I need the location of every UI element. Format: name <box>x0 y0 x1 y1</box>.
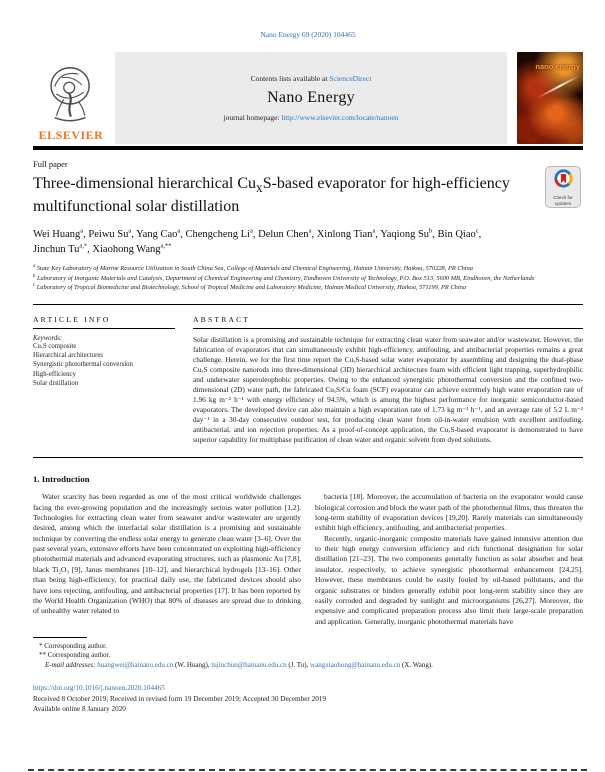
keyword-item: Synergistic photothermal conversion <box>33 361 133 369</box>
article-type-label: Full paper <box>33 159 68 169</box>
footnote-corresponding-2: ** Corresponding author. <box>39 651 111 660</box>
email-link[interactable]: wangxiaohong@hainanu.edu.cn <box>310 661 401 670</box>
homepage-line <box>224 113 399 122</box>
paper-page <box>33 30 583 714</box>
author: Xiaohong Wang$^{a,**}$ <box>92 242 172 256</box>
affiliation-superscript: c <box>33 283 36 289</box>
keyword-item: Solar distillation <box>33 380 79 388</box>
title-subscript: x <box>256 180 263 196</box>
article-title <box>33 174 511 217</box>
affiliation-superscript: a <box>33 264 36 270</box>
footnote-corresponding-1: * Corresponding author. <box>39 641 107 650</box>
contents-line <box>251 74 372 83</box>
affiliation: $^c$ Laboratory of Tropical Biomedicine and Biotechnology, School of Tropical Medicine and Laboratory Medicine, Hainan Medical University, Haikou, 571199, PR China <box>33 283 467 292</box>
author: Xinlong Tian$^a$, <box>316 227 381 241</box>
journal-header-band <box>33 52 583 144</box>
received-line: Received 8 October 2019; Received in revised form 19 December 2019; Accepted 30 December 2019 <box>33 694 326 703</box>
author: Bin Qiao$^c$, <box>437 227 482 241</box>
keyword-item: Hierarchical architectures <box>33 352 103 360</box>
keyword-item: CuₓS composite <box>33 342 77 350</box>
intro-column-right <box>315 492 583 626</box>
email-label: E-mail addresses: <box>45 661 96 670</box>
abstract-heading-rule <box>193 328 583 329</box>
email-owner: (W. Huang), <box>173 661 212 670</box>
footnotes <box>33 642 583 671</box>
abstract-text: Solar distillation is a promising and sustainable technique for extracting clean water from seawater and/or wastewater. However, the fabrication of evaporators that can simultaneously exhibit high-efficiency, antifouling, and antibacterial properties remains a great challenge. Herein, we for the first time report the CuₓS-based solar water evaporator by assembling and designing the dual-phase CuₓS composite nanorods into three-dimensional (3D) hierarchical architecture foam with efficient light trapping, superhydrophilic and underwater superoleophobic properties. Owing to the enhanced synergistic photothermal conversion and the confined two-dimensional (2D) water path, the fabricated CuₓS/Cu foam (SCF) evaporator can achieve extremely high water evaporation rate of 1.96 kg m⁻² h⁻¹ with energy efficiency of 94.5%, which is among the highest performance for inorganic semiconductor-based evaporators. The developed device can also maintain a high evaporation rate of 1.73 kg m⁻² h⁻¹, and an average rate of 5.2 L m⁻² day⁻¹ in a 30-day consecutive outdoor test, for producing clean water from oil-in-water emulsion with excellent antifouling, antibacterial, and ion rejection properties. As a proof-of-concept application, the CuₓS-based evaporator is demonstrated to have superior capability for multiphase purification of clean water and organic solvent from dyed solutions. <box>193 334 583 445</box>
homepage-prefix: journal homepage: <box>223 113 282 122</box>
author-superscript: a <box>177 227 181 235</box>
elsevier-tree-icon <box>42 63 100 130</box>
title-block <box>33 174 583 217</box>
article-info-panel <box>33 305 175 445</box>
author-superscript: c <box>475 227 479 235</box>
keyword-item: High-efficiency <box>33 370 76 378</box>
check-for-updates-badge[interactable] <box>545 166 581 208</box>
header-center-box <box>115 52 507 144</box>
intro-heading: 1. Introduction <box>33 474 90 485</box>
email-link[interactable]: huangwei@hainanu.edu.cn <box>97 661 174 670</box>
page-bottom-edge-line <box>28 769 587 771</box>
intro-body <box>33 492 583 626</box>
doi-link[interactable]: https://doi.org/10.1016/j.nanoen.2020.104465 <box>33 684 165 693</box>
author: Yang Cao$^a$, <box>136 227 186 241</box>
author-superscript: a <box>249 227 253 235</box>
author: Jinchun $Tu^{a,*}$, <box>33 242 93 256</box>
cover-streak-decoration <box>537 75 579 98</box>
header-black-bar <box>33 146 583 150</box>
author-superscript: a,** <box>160 242 172 250</box>
available-online-line: Available online 8 January 2020 <box>33 704 126 713</box>
badge-label-line2: updates <box>554 200 572 206</box>
author: Delun Chen$^a$, <box>258 227 317 241</box>
section-divider-bottom <box>33 457 583 458</box>
author-superscript: a <box>128 227 132 235</box>
journal-homepage-link[interactable]: http://www.elsevier.com/locate/nanoen <box>281 113 399 122</box>
sciencedirect-link[interactable]: ScienceDirect <box>329 74 372 83</box>
author-superscript: b <box>429 227 433 235</box>
check-for-updates-icon <box>553 168 574 194</box>
info-abstract-section <box>33 305 583 445</box>
publication-block <box>33 683 583 714</box>
paragraph: Water scarcity has been regarded as one of the most critical worldwide challenges facing the ever-growing population and the increasingly serious water pollution [1,2]. Technologies for extracting clean water from seawater and/or wastewater are urgently desired, among which the interfacial solar distillation is a promising and sustainable technique by converting the endless solar energy to generate clean water [3–6]. Over the past several years, extensive efforts have been concentrated on exploiting high-efficiency photothermal materials and advanced evaporating structures, such as plasmonic Au [7,8], black Ti₂O₃ [9], Janus membranes [10–12], and hierarchical hydrogels [13–16]. Other than being high-efficiency, for practical daily use, the fabricated devices should also have ions rejecting, antifouling, and antibacterial properties [17]. It has been reported by the World Health Organization (WHO) that 80% of diseases are spread due to drinking of unhealthy water related to <box>33 492 301 616</box>
intro-column-left <box>33 492 301 626</box>
masthead-citation: Nano Energy 69 (2020) 104465 <box>260 30 356 39</box>
footnote-divider <box>33 637 87 638</box>
abstract-heading: ABSTRACT <box>193 314 251 324</box>
article-info-heading-rule <box>33 328 175 329</box>
journal-cover-thumbnail <box>517 52 583 144</box>
authors-line <box>33 228 483 257</box>
paragraph: Recently, organic-inorganic composite materials have gained intensive attention due to their high energy conversion efficiency and rich functional designation for solar distillation [21–23]. The two components generally function as solar absorber and heat insulator, respectively, to achieve synergistic photothermal enhancement [24,25]. However, these membranes could be easily fouled by oil-based pollutants, and the organic substrates or binders generally exhibit poor long-term stability since they are easily corroded and degraded by sunlight and microorganisms [26,27]. Moreover, the expensive and complicated preparation process also limit their large-scale preparation and application. Generally, inorganic photothermal materials have <box>315 533 583 626</box>
keywords-label: Keywords: <box>33 334 63 342</box>
affiliation: $^b$ Laboratory of Inorganic Materials and Catalysis, Department of Chemical Engineering and Chemistry, Eindhoven University of Technology, P.O. Box 513, 5600 MB, Eindhoven, the Netherlands <box>33 273 535 282</box>
email-owner: (J. Tu), <box>286 661 311 670</box>
paragraph: bacteria [18]. Moreover, the accumulation of bacteria on the evaporator would cause biological corrosion and block the water path of the photothermal films, thus threaten the long-term stability of evaporation devices [19,20]. Rarely materials can simultaneously exhibit high efficiency, antifouling, and antibacterial properties. <box>315 492 583 533</box>
elsevier-logo <box>33 52 109 144</box>
author-superscript: a <box>308 227 312 235</box>
author: Chengcheng Li$^a$, <box>185 227 259 241</box>
author: Yaqiong Su$^b$, <box>380 227 438 241</box>
abstract-panel <box>193 305 583 445</box>
contents-prefix: Contents lists available at <box>250 74 330 83</box>
author: Peiwu Su$^a$, <box>88 227 137 241</box>
affiliations <box>33 264 583 293</box>
affiliation-superscript: b <box>33 273 36 279</box>
affiliation: $^a$ State Key Laboratory of Marine Resource Utilization in South China Sea, College of Materials and Chemical Engineering, Hainan University, Haikou, 570228, PR China <box>33 264 473 273</box>
cover-title: nano energy <box>535 62 580 71</box>
publisher-name: ELSEVIER <box>38 128 104 142</box>
author: Wei Huang$^a$, <box>33 227 89 241</box>
author-superscript: a <box>372 227 376 235</box>
title-text-pre: Three-dimensional hierarchical Cu <box>33 175 257 192</box>
email-line <box>33 661 583 671</box>
email-link[interactable]: tujinchun@hainanu.edu.cn <box>211 661 287 670</box>
badge-label-line1: Check for <box>553 195 573 201</box>
article-info-heading: ARTICLE INFO <box>33 314 111 324</box>
journal-title: Nano Energy <box>267 89 355 106</box>
author-superscript: a <box>80 227 84 235</box>
badge-label <box>553 195 573 206</box>
email-owner: (X. Wang). <box>400 661 433 670</box>
title-text-post: S-based evaporator for high-efficiency multifunctional solar distillation <box>33 175 510 215</box>
author-superscript: a,* <box>79 242 88 250</box>
